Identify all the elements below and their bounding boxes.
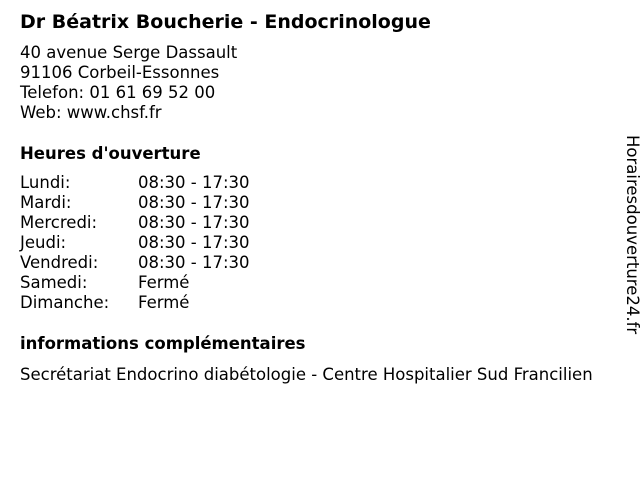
hours-day: Mercredi:	[20, 213, 98, 232]
hours-time: Fermé	[138, 273, 190, 292]
hours-time: 08:30 - 17:30	[138, 233, 250, 252]
page-title: Dr Béatrix Boucherie - Endocrinologue	[20, 11, 431, 33]
address-block	[20, 43, 237, 123]
hours-time: 08:30 - 17:30	[138, 173, 250, 192]
hours-day: Dimanche:	[20, 293, 110, 312]
hours-time: 08:30 - 17:30	[138, 253, 250, 272]
hours-row-monday	[20, 173, 250, 193]
additional-info-text: Secrétariat Endocrino diabétologie - Centre Hospitalier Sud Francilien	[20, 365, 593, 384]
address-street: 40 avenue Serge Dassault	[20, 43, 238, 62]
hours-row-saturday	[20, 273, 250, 293]
hours-row-thursday	[20, 233, 250, 253]
hours-row-tuesday	[20, 193, 250, 213]
hours-day: Jeudi:	[20, 233, 67, 252]
opening-hours-heading: Heures d'ouverture	[20, 144, 201, 163]
hours-day: Vendredi:	[20, 253, 99, 272]
address-city: 91106 Corbeil-Essonnes	[20, 63, 220, 82]
hours-row-wednesday	[20, 213, 250, 233]
site-watermark: Horairesdouverture24.fr	[623, 135, 642, 335]
address-phone: Telefon: 01 61 69 52 00	[20, 83, 216, 102]
hours-day: Mardi:	[20, 193, 72, 212]
hours-day: Samedi:	[20, 273, 88, 292]
hours-time: 08:30 - 17:30	[138, 213, 250, 232]
additional-info-heading: informations complémentaires	[20, 334, 306, 353]
opening-hours-table	[20, 173, 250, 313]
hours-row-friday	[20, 253, 250, 273]
hours-time: Fermé	[138, 293, 190, 312]
hours-day: Lundi:	[20, 173, 71, 192]
hours-time: 08:30 - 17:30	[138, 193, 250, 212]
hours-row-sunday	[20, 293, 250, 313]
address-web: Web: www.chsf.fr	[20, 103, 162, 122]
